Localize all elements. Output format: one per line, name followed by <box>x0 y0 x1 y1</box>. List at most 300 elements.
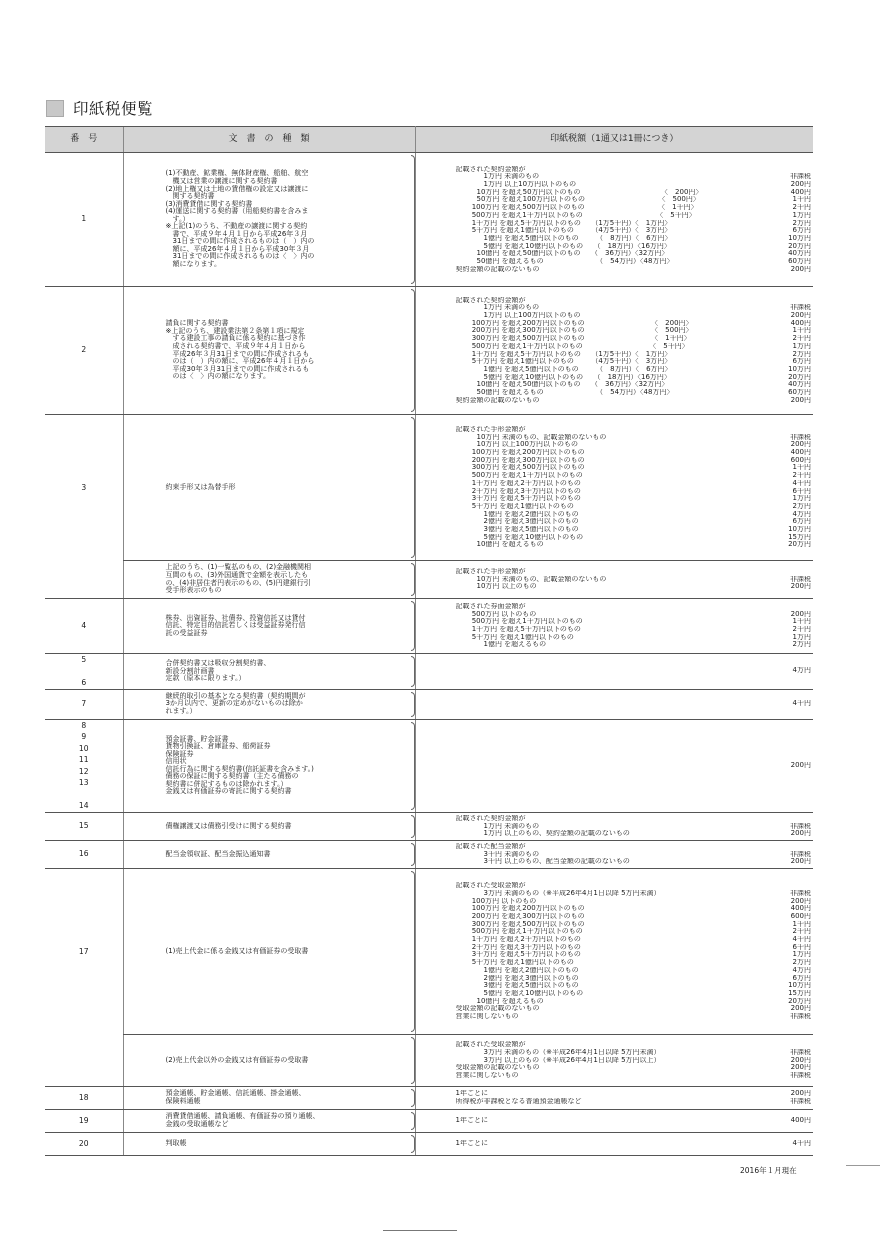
tax-line <box>456 928 812 936</box>
tax-condition: 500万円 を超え1千万円以下のもの 〈 5千円〉 <box>455 211 696 219</box>
tax-condition: 10万円 以上100万円以下のもの <box>455 441 578 449</box>
document-type-text: 合併契約書又は吸収分割契約書、 新設分割計画書 定款（原本に限ります。） <box>165 658 271 683</box>
tax-value: 200円 <box>790 897 811 905</box>
tax-value: 400円 <box>790 188 811 196</box>
tax-condition: 10万円 を超え50万円以下のもの 〈 200円〉 <box>455 188 703 196</box>
tax-condition: 5千万円 を超え1億円以下のもの <box>455 502 574 510</box>
table-row <box>45 654 813 690</box>
tax-value: 200円 <box>790 858 811 866</box>
row-number: 20 <box>45 1132 123 1155</box>
tax-amount <box>415 153 813 287</box>
table-row <box>45 1034 813 1086</box>
tax-value: 非課税 <box>790 1072 811 1079</box>
tax-condition: 1億円 を超え2億円以下のもの <box>455 510 579 518</box>
tax-value <box>807 1041 811 1049</box>
tax-line <box>456 426 812 434</box>
tax-amount <box>415 287 813 415</box>
tax-value <box>807 603 811 611</box>
document-type <box>123 415 415 561</box>
tax-condition: 1万円 以上10万円以下のもの <box>455 181 577 189</box>
tax-line <box>456 667 812 675</box>
tax-value: 2千円 <box>792 335 811 343</box>
tax-line <box>456 641 812 649</box>
tax-condition: 記載された券面金額が <box>455 602 526 610</box>
tax-condition <box>456 667 789 675</box>
tax-value: 1万円 <box>792 342 811 350</box>
tax-condition: 3万円 以上のもの（※平成26年4月1日以降 5万円以上） <box>455 1056 661 1064</box>
stamp-tax-table <box>45 126 813 1156</box>
tax-condition: 200万円 を超え300万円以下のもの <box>455 913 585 921</box>
tax-condition: 記載された契約金額が <box>455 814 526 822</box>
tax-value: 6万円 <box>792 518 811 526</box>
tax-line <box>456 358 812 366</box>
document-type <box>123 1109 415 1132</box>
tax-condition: 1万円 以上のもの、契約金額の記載のないもの <box>455 830 630 838</box>
table-row <box>45 1132 813 1155</box>
tax-value: 1万円 <box>792 495 811 503</box>
tax-line <box>456 173 812 181</box>
document-type-text: 請負に関する契約書 ※上記のうち、建設業法第２条第１項に規定 する建設工事の請負に係る契約に基づき作 成される契約書で、平成９年４月１日から 平成26年３月31日までの間に作成されるも のは（ ）内の額に、平成26年４月１日から 平成30年３月31日までの間に作成されるも のは〈 〉内の額になります。 <box>165 319 315 381</box>
row-number: 8 9 10 11 12 13 14 <box>45 719 123 812</box>
tax-value: 200円 <box>790 1056 811 1064</box>
tax-value: 6万円 <box>792 974 811 982</box>
tax-value: 2万円 <box>792 641 811 649</box>
row-number <box>45 1034 123 1086</box>
tax-value <box>807 297 811 305</box>
tax-line <box>456 890 812 898</box>
brace-icon <box>411 417 415 558</box>
tax-line <box>456 936 812 944</box>
tax-condition: 1万円 未満のもの <box>455 173 540 181</box>
tax-line <box>456 343 812 351</box>
tax-value: 200円 <box>790 761 811 769</box>
tax-condition: 3億円 を超え5億円以下のもの <box>455 982 579 990</box>
tax-line <box>456 568 812 576</box>
tax-value: 60万円 <box>788 257 811 265</box>
tax-condition: 営業に関しないもの <box>455 1072 519 1079</box>
tax-amount <box>415 599 813 654</box>
table-row <box>45 1109 813 1132</box>
tax-line <box>456 762 812 770</box>
tax-condition: 1千万円 を超え5千万円以下のもの （1万5千円）〈 1万円〉 <box>455 350 672 358</box>
tax-value: 40万円 <box>788 250 811 258</box>
tax-line <box>456 700 812 708</box>
tax-value: 400円 <box>790 319 811 327</box>
tax-condition: 5千万円 を超え1億円以下のもの <box>455 633 574 641</box>
tax-condition: 営業に関しないもの <box>455 1012 519 1020</box>
document-type <box>123 1034 415 1086</box>
tax-line <box>456 982 812 990</box>
tax-value <box>807 815 811 823</box>
tax-value: 200円 <box>790 396 811 404</box>
tax-condition: 10億円 を超えるもの <box>455 997 544 1005</box>
tax-line <box>456 1117 812 1125</box>
document-type-text: (2)売上代金以外の金銭又は有価証券の受取書 <box>165 1055 309 1064</box>
row-number: 3 <box>45 415 123 561</box>
tax-line <box>456 381 812 389</box>
tax-condition: 所得税が非課税となる普通預金通帳など <box>455 1097 582 1105</box>
brace-icon <box>411 601 415 651</box>
tax-line <box>456 374 812 382</box>
tax-amount <box>415 689 813 719</box>
tax-value: 15万円 <box>788 533 811 541</box>
tax-line <box>456 967 812 975</box>
document-type <box>123 654 415 690</box>
tax-value: 6万円 <box>792 227 811 235</box>
tax-line <box>456 1140 812 1148</box>
tax-value: 1万円 <box>792 633 811 641</box>
tax-line <box>456 823 812 831</box>
tax-condition: 3千円 未満のもの <box>455 850 540 858</box>
tax-line <box>456 1057 812 1065</box>
tax-line <box>456 815 812 823</box>
tax-condition: 記載された契約金額が <box>455 165 526 173</box>
tax-condition: 記載された配当金額が <box>455 842 526 850</box>
tax-value: 20万円 <box>788 997 811 1005</box>
tax-value: 2千円 <box>792 928 811 936</box>
table-row <box>45 812 813 840</box>
tax-condition: 記載された契約金額が <box>455 296 526 304</box>
tax-line <box>456 312 812 320</box>
table-row <box>45 868 813 1034</box>
document-type <box>123 561 415 599</box>
tax-line <box>456 830 812 838</box>
header-tax-amount: 印紙税額（1通又は1冊につき） <box>415 127 813 153</box>
brace-icon <box>411 722 415 810</box>
row-number: 4 <box>45 599 123 654</box>
tax-condition: 1千万円 を超え5千万円以下のもの <box>455 626 581 633</box>
tax-value: 非課税 <box>790 889 811 897</box>
tax-value: 10万円 <box>788 525 811 533</box>
tax-line <box>456 366 812 374</box>
divider <box>846 1165 880 1166</box>
tax-value: 非課税 <box>790 850 811 858</box>
tax-condition: 1年ごとに <box>455 1140 488 1148</box>
tax-condition: 100万円 を超え200万円以下のもの 〈 200円〉 <box>455 319 693 327</box>
tax-condition: 10億円 を超えるもの <box>455 541 544 549</box>
tax-value: 400円 <box>790 905 811 913</box>
tax-condition: 10万円 以上のもの <box>455 583 537 591</box>
tax-line <box>456 618 812 626</box>
tax-condition: 1億円 を超え5億円以下のもの （ 8万円）〈 6万円〉 <box>455 234 672 242</box>
tax-line <box>456 921 812 929</box>
tax-value: 2万円 <box>792 959 811 967</box>
tax-amount <box>415 654 813 690</box>
table-row <box>45 415 813 561</box>
tax-condition: 2千万円 を超え3千万円以下のもの <box>455 943 581 951</box>
tax-condition: 記載された手形金額が <box>455 567 526 575</box>
tax-value: 非課税 <box>790 575 811 583</box>
tax-value: 200円 <box>790 312 811 320</box>
tax-line <box>456 526 812 534</box>
tax-condition: 3千万円 を超え5千万円以下のもの <box>455 495 581 503</box>
tax-line <box>456 189 812 197</box>
tax-line <box>456 511 812 519</box>
tax-line <box>456 480 812 488</box>
tax-line <box>456 603 812 611</box>
tax-line <box>456 626 812 634</box>
page-title: 印紙税便覧 <box>73 100 154 118</box>
tax-value: 4万円 <box>792 966 811 974</box>
tax-condition: 記載された受取金額が <box>455 882 526 890</box>
document-type <box>123 1086 415 1109</box>
tax-line <box>456 1005 812 1013</box>
brace-icon <box>411 871 415 1032</box>
tax-value: 1千円 <box>792 920 811 928</box>
tax-condition: 5千万円 を超え1億円以下のもの （4万5千円）〈 3万円〉 <box>455 358 672 366</box>
tax-condition: 10万円 未満のもの、記載金額のないもの <box>455 575 607 583</box>
tax-condition: 300万円 を超え500万円以下のもの 〈 1千円〉 <box>455 335 691 343</box>
tax-line <box>456 534 812 542</box>
tax-value <box>807 843 811 851</box>
tax-condition: 10億円 を超え50億円以下のもの （ 36万円）〈32万円〉 <box>455 250 669 258</box>
tax-line <box>456 204 812 212</box>
tax-line <box>456 235 812 243</box>
tax-condition: 500万円 以下のもの <box>455 610 537 618</box>
tax-value: 200円 <box>790 1064 811 1072</box>
document-type-text: 債権譲渡又は債務引受けに関する契約書 <box>165 821 292 830</box>
tax-condition: 3千万円 を超え5千万円以下のもの <box>455 951 581 959</box>
tax-value: 200円 <box>790 181 811 189</box>
tax-value: 4千円 <box>792 936 811 944</box>
tax-value: 10万円 <box>788 365 811 373</box>
tax-condition: 受取金額の記載のないもの <box>455 1064 540 1072</box>
tax-line <box>456 389 812 397</box>
tax-amount <box>415 561 813 599</box>
tax-condition: 1千万円 を超え2千万円以下のもの <box>455 936 581 944</box>
tax-value: 60万円 <box>788 388 811 396</box>
tax-value: 非課税 <box>790 822 811 830</box>
as-of-date: 2016年１月現在 <box>740 1166 797 1175</box>
brace-icon <box>411 1037 415 1084</box>
tax-value: 400円 <box>790 1117 811 1125</box>
document-type <box>123 840 415 868</box>
tax-value: 1千円 <box>792 464 811 472</box>
tax-value: 2万円 <box>792 350 811 358</box>
tax-condition: 300万円 を超え500万円以下のもの <box>455 920 585 928</box>
row-number: 16 <box>45 840 123 868</box>
tax-line <box>456 634 812 642</box>
tax-line <box>456 944 812 952</box>
tax-value: 10万円 <box>788 982 811 990</box>
tax-condition: 3万円 未満のもの（※平成26年4月1日以降 5万円未満） <box>455 1048 661 1056</box>
tax-value: 非課税 <box>790 433 811 441</box>
tax-line <box>456 266 812 274</box>
tax-amount <box>415 1086 813 1109</box>
brace-icon <box>411 843 415 866</box>
tax-value: 15万円 <box>788 989 811 997</box>
tax-line <box>456 297 812 305</box>
tax-amount <box>415 868 813 1034</box>
tax-line <box>456 518 812 526</box>
tax-condition: 50万円 を超え100万円以下のもの 〈 500円〉 <box>455 196 700 204</box>
tax-line <box>456 913 812 921</box>
tax-value <box>807 426 811 434</box>
tax-condition: 1千万円 を超え5千万円以下のもの （1万5千円）〈 1万円〉 <box>455 219 672 227</box>
tax-line <box>456 327 812 335</box>
tax-line <box>456 541 812 549</box>
tax-line <box>456 1072 812 1080</box>
tax-amount <box>415 719 813 812</box>
table-row <box>45 689 813 719</box>
tax-value: 2千円 <box>792 472 811 480</box>
tax-condition: 10億円 を超え50億円以下のもの （ 36万円）〈32万円〉 <box>455 381 669 389</box>
table-row <box>45 153 813 287</box>
brace-icon <box>411 1089 415 1107</box>
document-type-text: 株券、出資証券、社債券、投資信託又は貸付 信託、特定目的信託若しくは受益証券発行信 託の受益証券 <box>165 613 306 637</box>
tax-condition: 記載された手形金額が <box>455 426 526 433</box>
tax-line <box>456 503 812 511</box>
tax-value: 200円 <box>790 1005 811 1013</box>
tax-condition: 200万円 を超え300万円以下のもの 〈 500円〉 <box>455 327 693 335</box>
tax-line <box>456 1013 812 1021</box>
tax-condition: 3億円 を超え5億円以下のもの <box>455 525 579 533</box>
tax-line <box>456 304 812 312</box>
tax-value: 1千円 <box>792 327 811 335</box>
title-block <box>46 97 153 119</box>
tax-line <box>456 464 812 472</box>
tax-value: 4千円 <box>792 1140 811 1148</box>
tax-condition <box>456 762 787 770</box>
brace-icon <box>411 815 415 838</box>
tax-value: 20万円 <box>788 541 811 549</box>
tax-value: 非課税 <box>790 1097 811 1105</box>
tax-condition <box>456 700 789 708</box>
tax-line <box>456 898 812 906</box>
document-type <box>123 153 415 287</box>
tax-condition: 100万円 を超え500万円以下のもの 〈 1千円〉 <box>455 204 698 212</box>
tax-line <box>456 576 812 584</box>
table-row <box>45 599 813 654</box>
document-type-text: 預金通帳、貯金通帳、信託通帳、掛金通帳、 保険料通帳 <box>165 1089 306 1105</box>
tax-condition: 1万円 未満のもの <box>455 822 540 830</box>
tax-condition: 50億円 を超えるもの （ 54万円）〈48万円〉 <box>455 388 674 396</box>
tax-condition: 1億円 を超えるもの <box>455 641 547 649</box>
tax-value: 200円 <box>790 610 811 618</box>
brace-icon <box>411 155 415 284</box>
tax-line <box>456 166 812 174</box>
tax-condition: 500万円 を超え1千万円以下のもの <box>455 472 583 480</box>
tax-condition: 50億円 を超えるもの （ 54万円）〈48万円〉 <box>455 257 674 265</box>
tax-value: 200円 <box>790 1090 811 1098</box>
tax-line <box>456 1049 812 1057</box>
tax-value: 1千円 <box>792 196 811 204</box>
tax-line <box>456 243 812 251</box>
tax-value: 非課税 <box>790 1048 811 1056</box>
tax-line <box>456 434 812 442</box>
tax-amount <box>415 1109 813 1132</box>
tax-value <box>807 166 811 174</box>
tax-condition: 500万円 を超え1千万円以下のもの <box>455 928 583 936</box>
document-type-text: 継続的取引の基本となる契約書（契約期間が 3か月以内で、更新の定めがないものは除か れます。） <box>165 691 306 715</box>
table-row <box>45 1086 813 1109</box>
tax-line <box>456 457 812 465</box>
row-number: 7 <box>45 689 123 719</box>
tax-condition: 5千万円 を超え1億円以下のもの <box>455 959 574 967</box>
tax-condition: 100万円 を超え200万円以下のもの <box>455 449 585 457</box>
tax-condition: 300万円 を超え500万円以下のもの <box>455 464 585 472</box>
tax-line <box>456 583 812 591</box>
divider <box>383 1230 457 1231</box>
document-type <box>123 868 415 1034</box>
tax-amount <box>415 1132 813 1155</box>
tax-line <box>456 449 812 457</box>
tax-value: 6千円 <box>792 487 811 495</box>
tax-line <box>456 196 812 204</box>
tax-line <box>456 351 812 359</box>
tax-value: 非課税 <box>790 304 811 312</box>
tax-line <box>456 250 812 258</box>
tax-condition: 1億円 を超え5億円以下のもの （ 8万円）〈 6万円〉 <box>455 365 672 373</box>
table-body <box>45 153 813 1156</box>
tax-condition: 5億円 を超え10億円以下のもの （ 18万円）〈16万円〉 <box>455 373 671 381</box>
tax-line <box>456 472 812 480</box>
document-type <box>123 689 415 719</box>
tax-line <box>456 998 812 1006</box>
tax-line <box>456 258 812 266</box>
tax-amount <box>415 415 813 561</box>
row-number: 5 6 <box>45 654 123 690</box>
tax-value: 4千円 <box>792 479 811 487</box>
tax-line <box>456 990 812 998</box>
brace-icon <box>411 563 415 596</box>
tax-line <box>456 220 812 228</box>
tax-value <box>807 882 811 890</box>
row-number: 17 <box>45 868 123 1034</box>
header-document-type: 文 書 の 種 類 <box>123 127 415 153</box>
tax-line <box>456 1098 812 1106</box>
tax-value: 2万円 <box>792 219 811 227</box>
brace-icon <box>411 289 415 412</box>
tax-value: 2万円 <box>792 502 811 510</box>
tax-condition: 100万円 以下のもの <box>455 897 537 905</box>
tax-condition: 1年ごとに <box>455 1090 488 1098</box>
tax-line <box>456 488 812 496</box>
tax-value: 4千円 <box>792 700 811 708</box>
row-number <box>45 561 123 599</box>
tax-condition: 5億円 を超え10億円以下のもの <box>455 989 584 997</box>
tax-condition: 5億円 を超え10億円以下のもの <box>455 533 584 541</box>
document-type-text: 判取帳 <box>165 1139 187 1148</box>
tax-value: 600円 <box>790 456 811 464</box>
tax-line <box>456 975 812 983</box>
tax-value: 40万円 <box>788 381 811 389</box>
document-type <box>123 812 415 840</box>
tax-condition: 1万円 以上100万円以下のもの <box>455 312 581 320</box>
tax-value: 20万円 <box>788 242 811 250</box>
tax-condition: 10万円 未満のもの、記載金額のないもの <box>455 433 607 441</box>
document-type-text: 上記のうち、(1)一覧払のもの、(2)金融機関相 互間のもの、(3)外国通貨で金額を表示したも の、(4)非居住者円表示のもの、(5)円建銀行引 受手形表示のもの <box>165 563 312 595</box>
document-type <box>123 1132 415 1155</box>
table-header-row <box>45 127 813 153</box>
tax-condition: 1万円 未満のもの <box>455 304 540 312</box>
tax-line <box>456 441 812 449</box>
tax-value <box>807 568 811 576</box>
tax-value: 6千円 <box>792 943 811 951</box>
table-row <box>45 287 813 415</box>
tax-line <box>456 843 812 851</box>
tax-condition: 3万円 未満のもの（※平成26年4月1日以降 5万円未満） <box>455 889 661 897</box>
tax-condition: 100万円 を超え200万円以下のもの <box>455 905 585 913</box>
tax-condition: 500万円 を超え1千万円以下のもの <box>455 618 583 626</box>
tax-line <box>456 882 812 890</box>
tax-value: 400円 <box>790 449 811 457</box>
tax-line <box>456 611 812 619</box>
tax-condition: 3千円 以上のもの、配当金額の記載のないもの <box>455 858 630 866</box>
table-row <box>45 840 813 868</box>
tax-value: 20万円 <box>788 373 811 381</box>
tax-condition: 2億円 を超え3億円以下のもの <box>455 518 579 526</box>
